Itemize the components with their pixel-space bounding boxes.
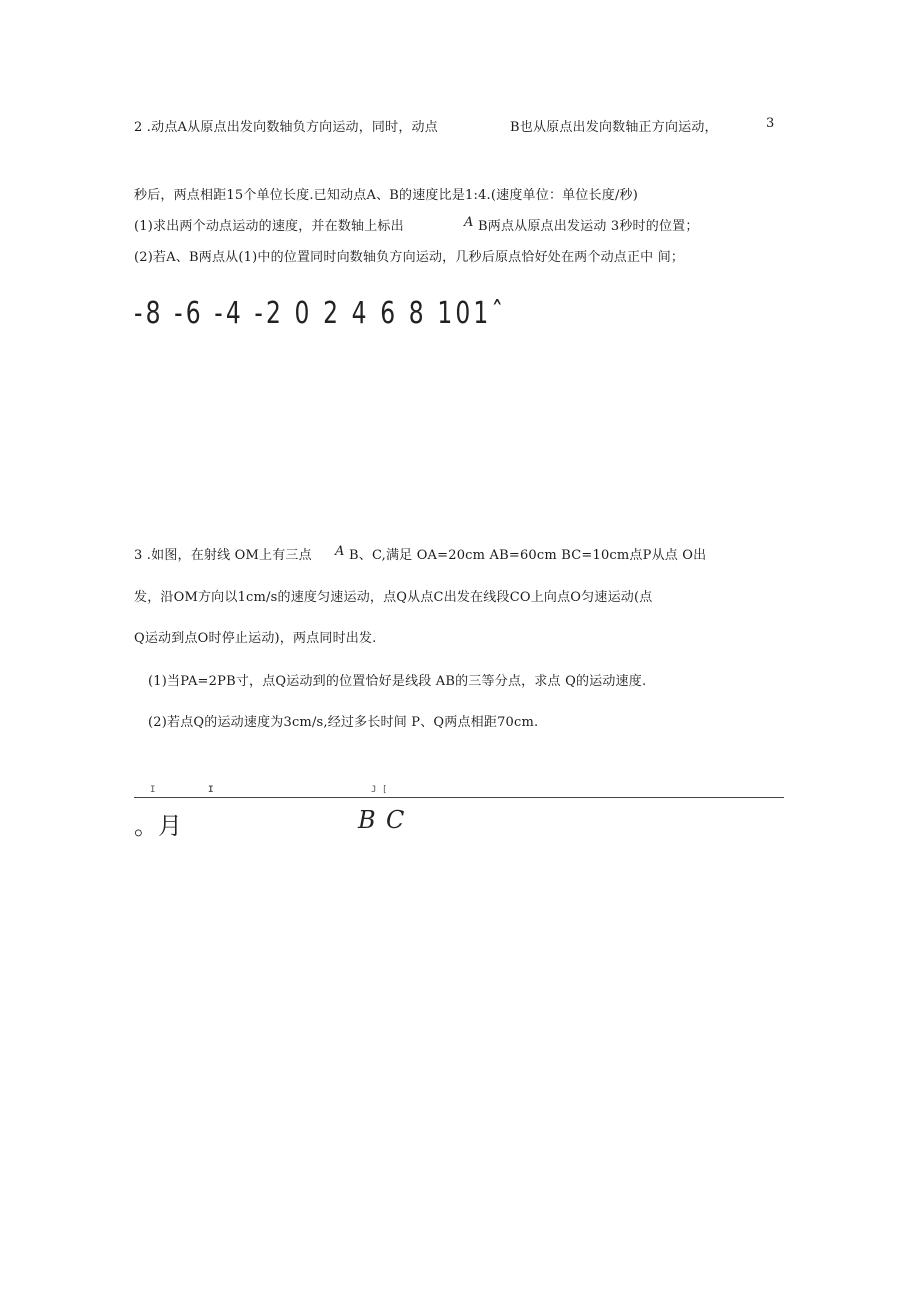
p2-line2: 秒后，两点相距15个单位长度.已知动点A、B的速度比是1:4.(速度单位：单位长度/秒)	[134, 188, 638, 203]
ray-om-line	[134, 797, 784, 798]
ray-tick-o: I	[150, 785, 156, 795]
p2-question1	[134, 215, 754, 233]
p2-q1-b: A	[464, 215, 474, 230]
p3-line2: 发，沿OM方向以1cm/s的速度匀速运动，点Q从点C出发在线段CO上向点O匀速运动(点	[134, 590, 653, 605]
ray-label-b: B	[358, 806, 376, 834]
p3-line1-c: B、C,满足 OA=20cm AB=60cm BC=10cm点P从点 O出	[349, 548, 707, 563]
p2-line1-c: 3	[766, 116, 775, 131]
ray-label-o-a: 。月	[134, 812, 182, 840]
p3-line1-a: 3 .如图，在射线 OM上有三点	[134, 548, 312, 563]
p2-line1	[134, 116, 784, 134]
p3-line1	[134, 544, 707, 563]
p2-line1-b: B也从原点出发向数轴正方向运动，	[510, 120, 718, 135]
ray-tick-bc: J [	[371, 785, 388, 795]
p3-line3: Q运动到点O时停止运动)，两点同时出发.	[134, 631, 377, 646]
p3-question1: (1)当PA=2PB寸，点Q运动到的位置恰好是线段 AB的三等分点，求点 Q的运动速度.	[148, 674, 647, 689]
p2-q1-a: (1)求出两个动点运动的速度，并在数轴上标出	[134, 219, 404, 234]
p3-line1-b: A	[335, 544, 345, 559]
ray-tick-a: I	[208, 785, 214, 795]
p2-line1-a: 2 .动点A从原点出发向数轴负方向运动，同时，动点	[134, 120, 438, 135]
number-line-labels: -8 -6 -4 -2 0 2 4 6 8 101ˆ	[134, 296, 507, 331]
p2-q1-c: B两点从原点出发运动 3秒时的位置；	[478, 219, 699, 234]
p2-question2: (2)若A、B两点从(1)中的位置同时向数轴负方向运动，几秒后原点恰好处在两个动点正中 间；	[134, 250, 685, 265]
ray-label-c: C	[386, 806, 405, 834]
p3-question2: (2)若点Q的运动速度为3cm/s,经过多长时间 P、Q两点相距70cm.	[148, 715, 539, 730]
